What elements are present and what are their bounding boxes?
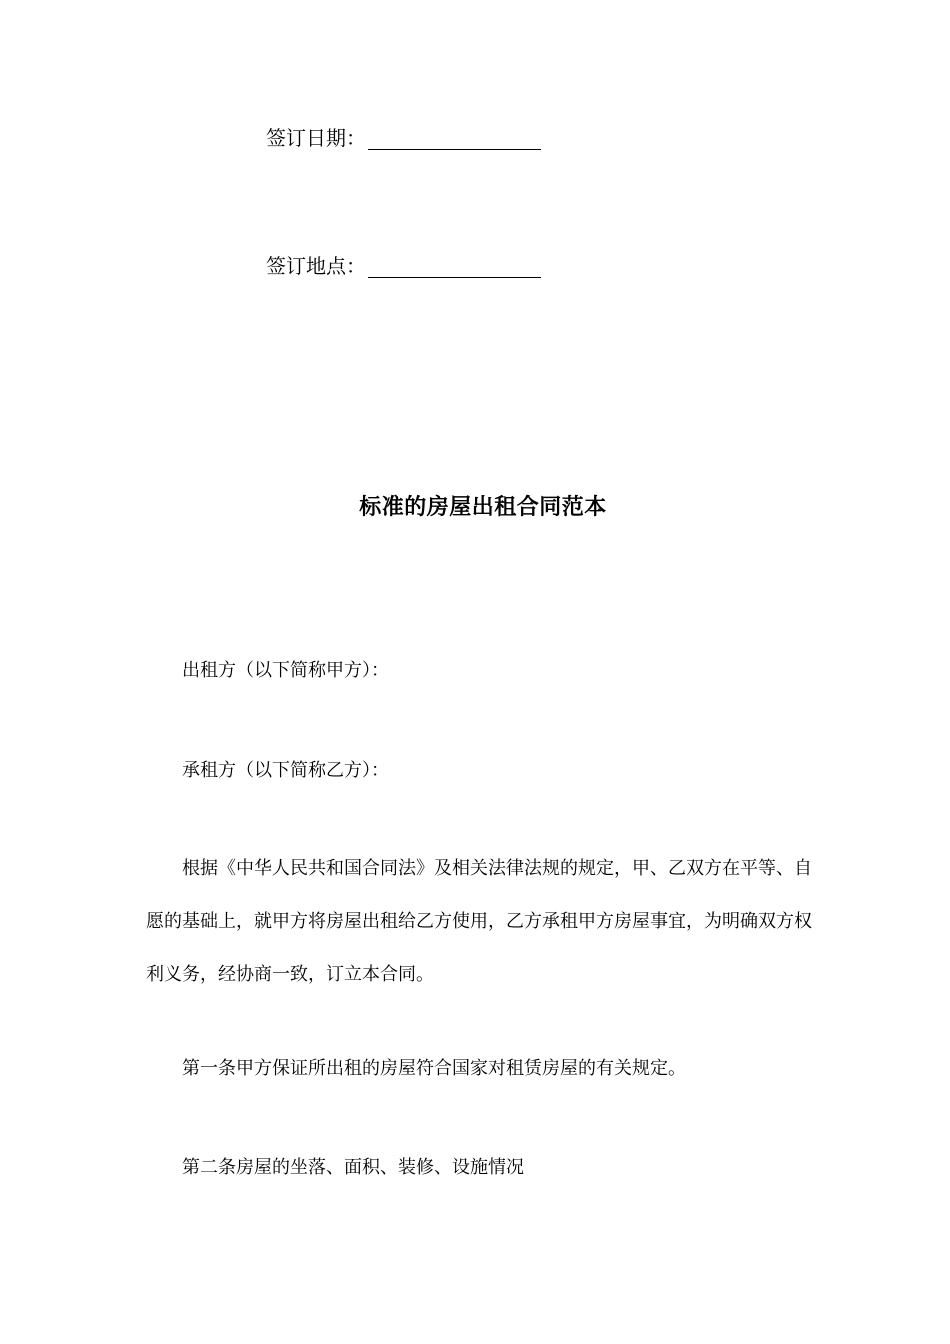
sign-date-blank-line (368, 129, 541, 150)
sign-date-field (266, 126, 541, 150)
paragraph-lessor: 出租方（以下简称甲方）： (182, 660, 389, 681)
sign-date-label: 签订日期： (266, 126, 366, 150)
paragraph-article-1: 第一条甲方保证所出租的房屋符合国家对租赁房屋的有关规定。 (182, 1058, 686, 1079)
paragraph-article-2: 第二条房屋的坐落、面积、装修、设施情况 (182, 1157, 524, 1178)
sign-place-label: 签订地点： (266, 254, 366, 278)
sign-place-field (266, 254, 541, 278)
paragraph-lessee: 承租方（以下简称乙方）： (182, 760, 389, 781)
document-title: 标准的房屋出租合同范本 (359, 494, 607, 520)
sign-place-blank-line (368, 257, 541, 278)
paragraph-preamble: 根据《中华人民共和国合同法》及相关法律法规的规定，甲、乙双方在平等、自愿的基础上，就甲方将房屋出租给乙方使用，乙方承租甲方房屋事宜，为明确双方权利义务，经协商一致，订立本合同。 (146, 858, 812, 985)
